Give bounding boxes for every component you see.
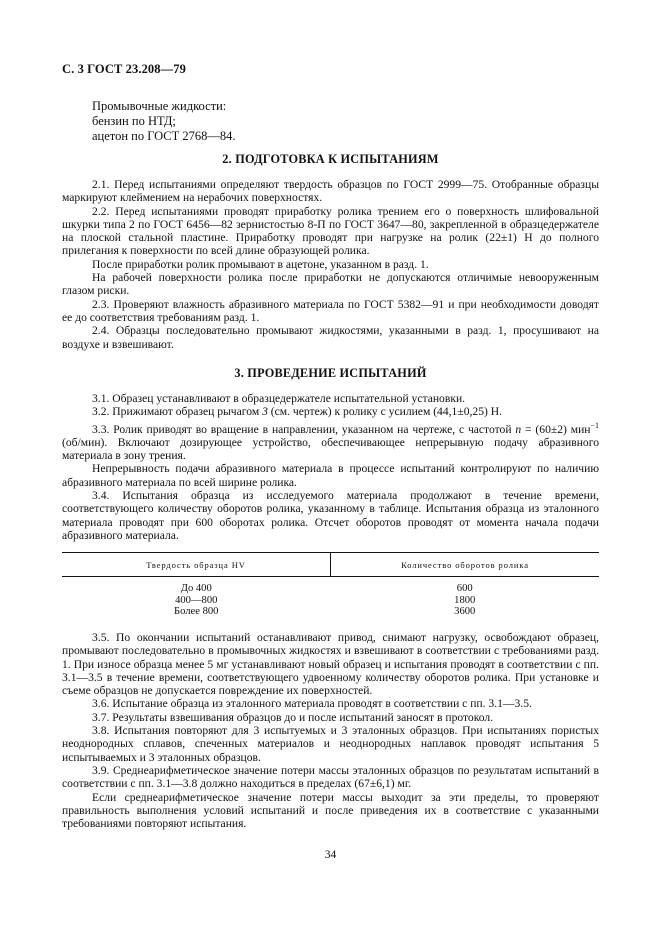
paragraph-2-4: 2.4. Образцы последовательно промывают жидкостями, указанными в разд. 1, просушивают на воздухе и взвешивают. (62, 324, 599, 351)
paragraph-2-2: 2.2. Перед испытаниями проводят приработку ролика трением его о поверхность шлифовальной шкурки типа 2 по ГОСТ 6456—82 зернистостью 8-П по ГОСТ 3647—80, закрепленной в образцедержателе на плоской стальной пластине. Приработку проводят при нагрузке на ролик (22±1) Н до полного прилегания к поверхности по всей длине образующей ролика. (62, 204, 599, 258)
paragraph-3-8: 3.8. Испытания повторяют для 3 испытуемых и 3 эталонных образцов. При испытаниях пористых неоднородных сплавов, спеченных материалов и неоднородных наплавок проводят испытания 5 испытываемых и 3 эталонных образцов. (62, 724, 599, 764)
paragraph-3-1: 3.1. Образец устанавливают в образцедержателе испытательной установки. (92, 392, 466, 405)
paragraph-2-2-rinse: После приработки ролик промывают в ацетоне, указанном в разд. 1. (92, 257, 429, 271)
paragraph-2-1: 2.1. Перед испытаниями определяют твердость образцов по ГОСТ 2999—75. Отобранные образцы маркируют клеймением на нерабочих поверхностях. (62, 178, 599, 205)
column-header-hardness: Твердость образца HV (62, 553, 331, 577)
section-3-title: 3. ПРОВЕДЕНИЕ ИСПЫТАНИЙ (234, 366, 427, 380)
table-cell-hardness: Более 800 (174, 606, 219, 617)
paragraph-2-2-scratches: На рабочей поверхности ролика после приработки не допускаются отличимые невооруженным глазом риски. (62, 271, 599, 298)
lever-number: 3 (262, 405, 268, 419)
frequency-exponent: −1 (590, 420, 599, 430)
page-number: 34 (324, 848, 337, 861)
section-3-body (62, 392, 599, 542)
table-cell-revolutions: 3600 (454, 606, 476, 617)
paragraph-3-9-retest: Если среднеарифметическое значение потери массы выходит за эти пределы, то проверяют правильность выполнения условий испытаний и после приведения их в соответствие с указанными требованиями повторяют испытания. (62, 790, 599, 831)
paragraph-3-9: 3.9. Среднеарифметическое значение потери массы эталонных образцов по результатам испытаний в соответствии с пп. 3.1—3.8 должно находиться в пределах (67±6,1) мг. (62, 763, 599, 791)
section-2-body (62, 178, 599, 351)
paragraph-3-7: 3.7. Результаты взвешивания образцов до и после испытаний заносят в протокол. (92, 710, 494, 724)
paragraph-3-6: 3.6. Испытание образца из эталонного материала проводят в соответствии с пп. 3.1—3.5. (92, 697, 532, 711)
table-row (62, 577, 599, 595)
table-cell-revolutions: 600 (456, 583, 473, 594)
revolutions-table-area (62, 552, 599, 618)
table-cell-revolutions: 1800 (454, 594, 476, 606)
table-cell-hardness: До 400 (180, 583, 212, 594)
page-header: С. 3 ГОСТ 23.208—79 (62, 62, 186, 76)
paragraph-3-5: 3.5. По окончании испытаний останавливают привод, снимают нагрузку, освобождают образец, промывают последовательно в промывочных жидкостях и взвешивают в соответствии с требованиями разд. 1. При износе образца менее 5 мг устанавливают новый образец и испытания проводят в соответствии с пп. 3.1—3.5 в течение времени, соответствующего удвоенному количеству оборотов ролика. При установке и съеме образцов не допускается повреждение их поверхностей. (62, 631, 599, 698)
frequency-symbol: n (515, 422, 522, 436)
paragraph-3-2: 3.2. Прижимают образец рычагом 3 (см. чертеж) к ролику с усилием (44,1±0,25) Н. (92, 405, 503, 419)
section-2-title: 2. ПОДГОТОВКА К ИСПЫТАНИЯМ (222, 152, 439, 166)
paragraph-3-3: 3.3. Ролик приводят во вращение в направлении, указанном на чертеже, с частотой n = (60±2) мин$^{-1}$ (об/мин). Включают дозирующее устройство, обеспечивающее непрерывную подачу абразивного материала в зону трения. (62, 420, 599, 463)
table-header-row (62, 553, 599, 577)
table-row (62, 606, 599, 618)
table-row (62, 595, 599, 607)
section-3-body-continued (62, 631, 599, 830)
paragraph-3-3-continuity: Непрерывность подачи абразивного материала в процессе испытаний контролируют по наличию абразивного материала по всей ширине ролика. (62, 462, 599, 489)
column-header-revolutions: Количество оборотов ролика (331, 553, 600, 577)
table-cell-hardness: 400—800 (175, 594, 218, 606)
paragraph-3-4: 3.4. Испытания образца из исследуемого материала продолжают в течение времени, соответствующего количеству оборотов ролика, указанному в таблице. Испытания образца из эталонного материала проводят при 600 оборотах ролика. Отсчет оборотов проводят от момента начала подачи абразивного материала. (62, 488, 599, 542)
fluids-caption: Промывочные жидкости: (92, 99, 227, 113)
fluid-gasoline: бензин по НТД; (92, 114, 176, 128)
washing-fluids-list (92, 99, 236, 144)
revolutions-table (62, 552, 599, 618)
fluid-acetone: ацетон по ГОСТ 2768—84. (92, 129, 236, 143)
paragraph-2-3: 2.3. Проверяют влажность абразивного материала по ГОСТ 5382—91 и при необходимости доводят ее до соответствия требованиям разд. 1. (62, 297, 599, 324)
